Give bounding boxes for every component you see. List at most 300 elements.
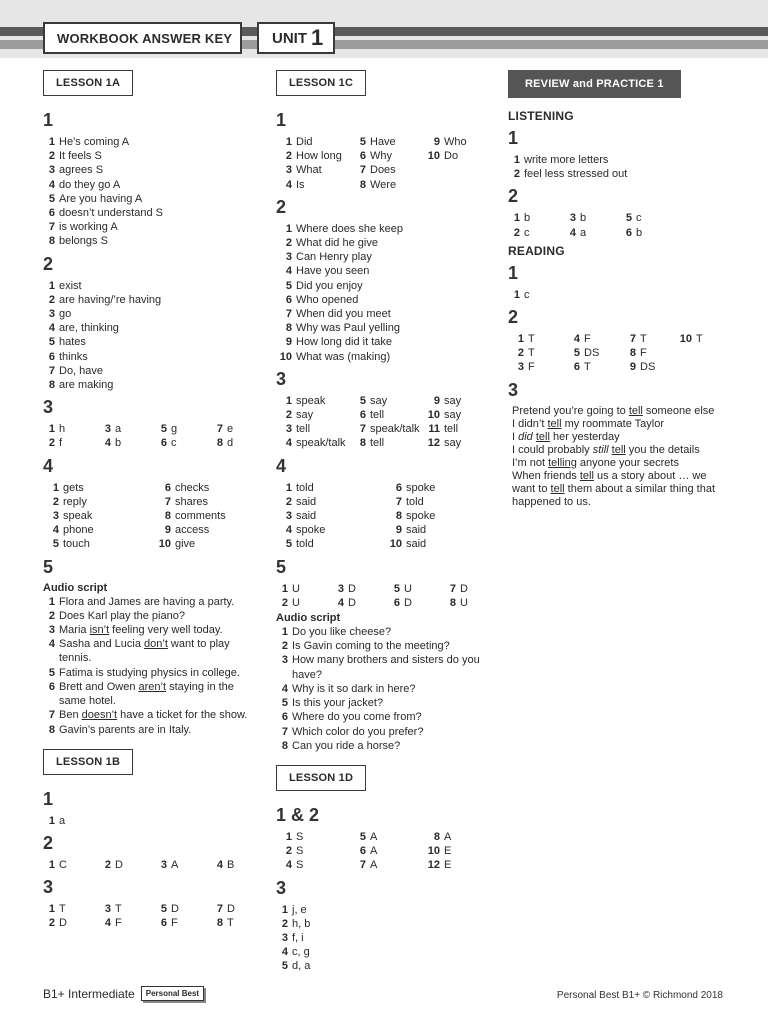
answer-item — [43, 192, 263, 206]
paragraph-line: I could probably still tell you the details — [512, 443, 700, 456]
item-text: U — [404, 582, 412, 595]
review-practice-label: REVIEW and PRACTICE 1 — [508, 70, 681, 98]
emphasis-text: still — [592, 443, 609, 456]
item-text: D — [348, 582, 356, 595]
item-number: 7 — [359, 859, 366, 872]
answer-item — [276, 307, 498, 321]
item-text: Do, have — [59, 364, 104, 377]
answer-item — [43, 206, 263, 220]
answer-item — [43, 902, 99, 916]
item-number: 3 — [48, 164, 55, 177]
item-text: a — [115, 423, 122, 436]
item-number: 3 — [517, 361, 524, 374]
item-text: exist — [59, 279, 82, 292]
answer-item — [276, 350, 498, 364]
item-text: When did you meet — [296, 308, 391, 321]
item-text: speak/talk — [296, 437, 346, 450]
item-number: 10 — [427, 845, 440, 858]
listening-heading: LISTENING — [508, 109, 574, 123]
answer-item — [276, 696, 498, 710]
item-text: Do you like cheese? — [292, 626, 392, 639]
reading-heading: READING — [508, 243, 565, 258]
answer-item — [444, 596, 496, 610]
item-number: 8 — [395, 510, 402, 523]
item-text: Who — [444, 136, 467, 148]
item-text: F — [640, 347, 647, 360]
answer-item — [444, 582, 496, 596]
answer-item — [508, 211, 564, 225]
answer-item — [43, 350, 263, 364]
item-number: 2 — [517, 347, 524, 360]
item-number: 7 — [285, 308, 292, 321]
item-text: F — [115, 917, 122, 930]
answer-item — [386, 481, 496, 495]
answer-list — [508, 288, 728, 302]
item-number: 5 — [359, 830, 366, 843]
answer-item — [43, 220, 263, 234]
item-text: A — [444, 830, 452, 843]
item-text: spoke — [406, 510, 436, 523]
item-text: D — [348, 596, 356, 609]
answer-item — [276, 710, 498, 724]
answer-item — [350, 394, 424, 408]
answer-item — [386, 495, 496, 509]
answer-item — [155, 436, 211, 450]
item-text: said — [296, 495, 317, 508]
item-text: speak — [63, 510, 93, 523]
item-text: A — [370, 859, 378, 872]
footer-level-text: B1+ Intermediate — [43, 986, 135, 1001]
exercise-number: 5 — [276, 556, 287, 577]
answer-item — [620, 332, 676, 346]
lesson-1a-label: LESSON 1A — [43, 70, 133, 96]
item-text: Ben doesn’t have a ticket for the show. — [59, 709, 248, 722]
item-text: do they go A — [59, 178, 121, 191]
exercise-number: 1 — [276, 110, 287, 130]
item-number: 5 — [359, 394, 366, 407]
answer-item — [43, 335, 263, 349]
item-number: 1 — [281, 582, 288, 595]
answer-item — [276, 436, 350, 450]
item-number: 2 — [285, 237, 292, 250]
item-number: 10 — [427, 409, 440, 422]
answer-grid — [43, 902, 263, 930]
column-middle — [276, 70, 498, 978]
answer-item — [276, 858, 350, 872]
item-text: E — [444, 845, 452, 858]
answer-item — [43, 708, 263, 722]
item-number: 7 — [216, 423, 223, 436]
answer-item — [388, 596, 444, 610]
item-text: c — [524, 226, 530, 239]
answer-list — [43, 279, 263, 393]
item-text: Is Gavin coming to the meeting? — [292, 640, 450, 653]
item-text: Which color do you prefer? — [292, 725, 424, 738]
item-number: 4 — [285, 859, 292, 872]
item-text: F — [528, 361, 535, 374]
exercise-number: 3 — [276, 877, 287, 898]
item-number: 11 — [428, 423, 440, 436]
item-text: told — [296, 538, 314, 551]
item-text: DS — [584, 347, 600, 360]
item-text: Where does she keep — [296, 222, 404, 235]
item-text: What — [296, 164, 322, 177]
item-number: 8 — [629, 347, 636, 360]
underlined-word: tell — [611, 443, 626, 456]
item-number: 7 — [48, 709, 55, 722]
item-text: A — [171, 858, 179, 871]
item-text: D — [404, 596, 412, 609]
item-number: 2 — [513, 226, 520, 239]
answer-item — [564, 346, 620, 360]
item-text: d — [227, 437, 234, 450]
item-number: 9 — [433, 136, 440, 148]
workbook-answer-key-title: WORKBOOK ANSWER KEY — [43, 22, 242, 54]
answer-item — [276, 149, 350, 163]
underlined-word: isn’t — [89, 624, 110, 637]
answer-list — [43, 135, 263, 249]
answer-item — [350, 436, 424, 450]
item-number: 4 — [281, 682, 288, 695]
exercise-number: 1 — [43, 110, 54, 130]
item-number: 3 — [281, 931, 288, 944]
exercise-number: 2 — [508, 186, 519, 207]
lesson-1d-label: LESSON 1D — [276, 765, 366, 791]
item-text: Where do you come from? — [292, 711, 422, 724]
item-text: say — [444, 394, 462, 407]
answer-list — [508, 153, 728, 181]
item-number: 5 — [48, 192, 55, 205]
item-text: are having/’re having — [59, 293, 162, 306]
item-number: 1 — [48, 903, 55, 916]
item-number: 3 — [52, 510, 59, 523]
item-text: access — [175, 524, 210, 537]
answer-list — [43, 814, 263, 828]
answer-item — [276, 481, 386, 495]
answer-item — [43, 436, 99, 450]
item-number: 5 — [285, 279, 292, 292]
answer-item — [276, 264, 498, 278]
item-text: g — [171, 423, 178, 436]
answer-item — [43, 279, 263, 293]
lesson-1c-label: LESSON 1C — [276, 70, 366, 96]
item-text: D — [460, 582, 468, 595]
answer-item — [276, 279, 498, 293]
paragraph-line: When friends tell us a story about … we — [512, 469, 707, 482]
answer-item — [676, 332, 728, 346]
answer-item — [564, 226, 620, 240]
item-text: f, i — [292, 931, 304, 944]
answer-item — [276, 422, 350, 436]
item-text: h, b — [292, 917, 311, 930]
item-text: touch — [63, 538, 90, 551]
item-text: is working A — [59, 221, 118, 234]
answer-item — [424, 858, 494, 872]
item-number: 3 — [285, 510, 292, 523]
answer-item — [211, 858, 263, 872]
footer-level — [43, 986, 204, 1001]
item-number: 2 — [52, 495, 59, 508]
item-text: Are you having A — [59, 192, 143, 205]
item-number: 5 — [48, 336, 55, 349]
answer-item — [424, 436, 494, 450]
item-text: speak — [296, 394, 326, 407]
item-number: 8 — [48, 379, 55, 392]
answer-grid — [43, 481, 263, 552]
answer-item — [424, 394, 494, 408]
answer-item — [350, 178, 424, 192]
item-text: Do — [444, 150, 459, 163]
item-number: 2 — [513, 168, 520, 181]
item-text: say — [296, 409, 314, 422]
answer-item — [43, 858, 99, 872]
item-number: 8 — [359, 437, 366, 450]
item-text: say — [444, 437, 462, 450]
lesson-1b-label: LESSON 1B — [43, 749, 133, 775]
item-number: 3 — [48, 624, 55, 637]
item-number: 5 — [393, 582, 400, 595]
exercise-number: 4 — [43, 455, 54, 476]
item-number: 5 — [52, 538, 59, 551]
item-text: T — [640, 333, 647, 346]
item-number: 7 — [281, 725, 288, 738]
answer-item — [43, 680, 263, 708]
reading-answer-paragraph — [508, 405, 728, 509]
exercise-number: 3 — [43, 397, 54, 418]
item-text: S — [296, 830, 304, 843]
item-text: How many brothers and sisters do you have? — [292, 654, 480, 681]
item-number: 1 — [48, 423, 55, 436]
item-number: 8 — [433, 830, 440, 843]
item-number: 8 — [281, 739, 288, 752]
item-text: speak/talk — [370, 423, 420, 436]
unit-title — [257, 22, 335, 54]
item-number: 2 — [285, 845, 292, 858]
item-text: spoke — [296, 524, 326, 537]
item-text: d, a — [292, 960, 311, 973]
item-text: B — [227, 858, 235, 871]
item-text: Did — [296, 136, 313, 148]
item-number: 3 — [104, 423, 111, 436]
item-text: D — [227, 903, 235, 916]
answer-grid — [43, 858, 263, 872]
answer-item — [424, 830, 494, 844]
answer-item — [43, 149, 263, 163]
exercise-number: 1 — [508, 262, 519, 283]
answer-item — [276, 682, 498, 696]
item-text: reply — [63, 495, 87, 508]
underlined-word: don’t — [144, 638, 168, 651]
item-text: tell — [444, 423, 459, 436]
answer-item — [43, 609, 263, 623]
answer-item — [99, 858, 155, 872]
item-text: Did you enjoy — [296, 279, 363, 292]
answer-item — [388, 582, 444, 596]
answer-item — [276, 639, 498, 653]
audio-script-list — [43, 595, 263, 737]
item-number: 7 — [449, 582, 456, 595]
item-text: U — [292, 596, 300, 609]
item-text: f — [59, 437, 63, 450]
item-number: 7 — [216, 903, 223, 916]
answer-item — [211, 422, 263, 436]
answer-item — [43, 321, 263, 335]
answer-item — [43, 537, 155, 551]
answer-item — [276, 178, 350, 192]
item-number: 4 — [569, 226, 576, 239]
item-number: 4 — [104, 437, 111, 450]
item-number: 6 — [164, 481, 171, 494]
answer-item — [564, 360, 620, 374]
item-text: said — [406, 524, 427, 537]
item-number: 6 — [359, 845, 366, 858]
item-number: 4 — [285, 437, 292, 450]
item-number: 2 — [48, 917, 55, 930]
answer-item — [276, 931, 498, 945]
item-number: 2 — [285, 409, 292, 422]
item-text: F — [584, 333, 591, 346]
item-number: 1 — [285, 830, 292, 843]
item-number: 4 — [285, 178, 292, 191]
item-number: 3 — [48, 308, 55, 321]
item-text: T — [115, 903, 122, 916]
answer-list — [276, 903, 498, 974]
unit-number: 1 — [311, 25, 324, 50]
answer-item — [43, 595, 263, 609]
item-text: told — [296, 481, 314, 494]
answer-item — [386, 523, 496, 537]
item-text: write more letters — [524, 154, 609, 166]
item-text: How long did it take — [296, 336, 392, 349]
item-text: Flora and James are having a party. — [59, 595, 235, 608]
item-number: 6 — [359, 150, 366, 163]
answer-item — [350, 830, 424, 844]
item-text: What did he give — [296, 237, 378, 250]
answer-item — [276, 335, 498, 349]
item-number: 3 — [285, 251, 292, 264]
answer-item — [155, 509, 263, 523]
item-number: 2 — [285, 495, 292, 508]
item-text: j, e — [292, 903, 307, 916]
answer-item — [276, 509, 386, 523]
item-number: 7 — [359, 164, 366, 177]
item-number: 3 — [285, 423, 292, 436]
exercise-number: 2 — [508, 307, 519, 328]
underlined-word: tell — [550, 482, 565, 495]
answer-item — [276, 408, 350, 422]
item-text: D — [59, 917, 67, 930]
answer-item — [676, 346, 728, 360]
item-number: 9 — [164, 524, 171, 537]
exercise-number: 2 — [43, 253, 54, 274]
item-text: b — [636, 226, 643, 239]
item-number: 1 — [281, 626, 288, 639]
answer-item — [43, 495, 155, 509]
item-text: b — [580, 212, 587, 225]
answer-item — [43, 307, 263, 321]
exercise-number: 5 — [43, 556, 54, 577]
answer-item — [43, 234, 263, 248]
emphasis-text: did — [518, 430, 533, 443]
item-number: 6 — [285, 293, 292, 306]
item-text: told — [406, 495, 424, 508]
item-number: 8 — [449, 596, 456, 609]
answer-item — [276, 135, 350, 149]
exercise-number: 1 — [508, 128, 519, 148]
answer-item — [508, 360, 564, 374]
answer-item — [564, 332, 620, 346]
item-text: phone — [63, 524, 94, 537]
answer-item — [424, 178, 494, 192]
item-number: 1 — [52, 481, 59, 494]
answer-item — [155, 481, 263, 495]
item-number: 9 — [395, 524, 402, 537]
item-text: give — [175, 538, 196, 551]
item-text: E — [444, 859, 452, 872]
item-text: say — [370, 394, 388, 407]
item-number: 7 — [395, 495, 402, 508]
exercise-number: 3 — [276, 368, 287, 389]
item-text: D — [171, 903, 179, 916]
answer-item — [43, 422, 99, 436]
answer-item — [620, 211, 676, 225]
underlined-word: tell — [535, 430, 550, 443]
item-number: 1 — [285, 481, 292, 494]
underlined-word: tell — [547, 417, 562, 430]
item-text: DS — [640, 361, 656, 374]
paragraph-line: I’m not telling anyone your secrets — [512, 456, 679, 469]
answer-item — [276, 625, 498, 639]
item-number: 3 — [569, 212, 576, 225]
answer-item — [350, 844, 424, 858]
item-number: 10 — [679, 333, 692, 346]
answer-item — [350, 149, 424, 163]
item-number: 5 — [281, 697, 288, 710]
answer-item — [155, 916, 211, 930]
answer-item — [350, 858, 424, 872]
item-text: c — [636, 212, 642, 225]
answer-item — [43, 623, 263, 637]
item-number: 2 — [48, 150, 55, 163]
item-number: 8 — [48, 235, 55, 248]
item-number: 7 — [48, 221, 55, 234]
underlined-word: doesn’t — [81, 709, 118, 722]
item-text: T — [696, 333, 703, 346]
answer-item — [276, 739, 498, 753]
item-number: 3 — [337, 582, 344, 595]
item-text: say — [444, 409, 462, 422]
answer-item — [508, 167, 728, 181]
answer-item — [620, 346, 676, 360]
item-text: Have — [370, 136, 396, 148]
item-number: 3 — [285, 164, 292, 177]
item-number: 8 — [216, 437, 223, 450]
item-number: 5 — [285, 538, 292, 551]
item-number: 2 — [281, 596, 288, 609]
item-number: 6 — [48, 680, 55, 693]
item-number: 4 — [573, 333, 580, 346]
item-number: 10 — [389, 538, 402, 551]
item-text: said — [406, 538, 427, 551]
item-number: 8 — [48, 723, 55, 736]
item-text: tell — [296, 423, 311, 436]
item-text: a — [580, 226, 587, 239]
item-number: 6 — [393, 596, 400, 609]
item-text: S — [296, 859, 304, 872]
answer-item — [424, 149, 494, 163]
item-text: T — [59, 903, 66, 916]
answer-item — [155, 537, 263, 551]
